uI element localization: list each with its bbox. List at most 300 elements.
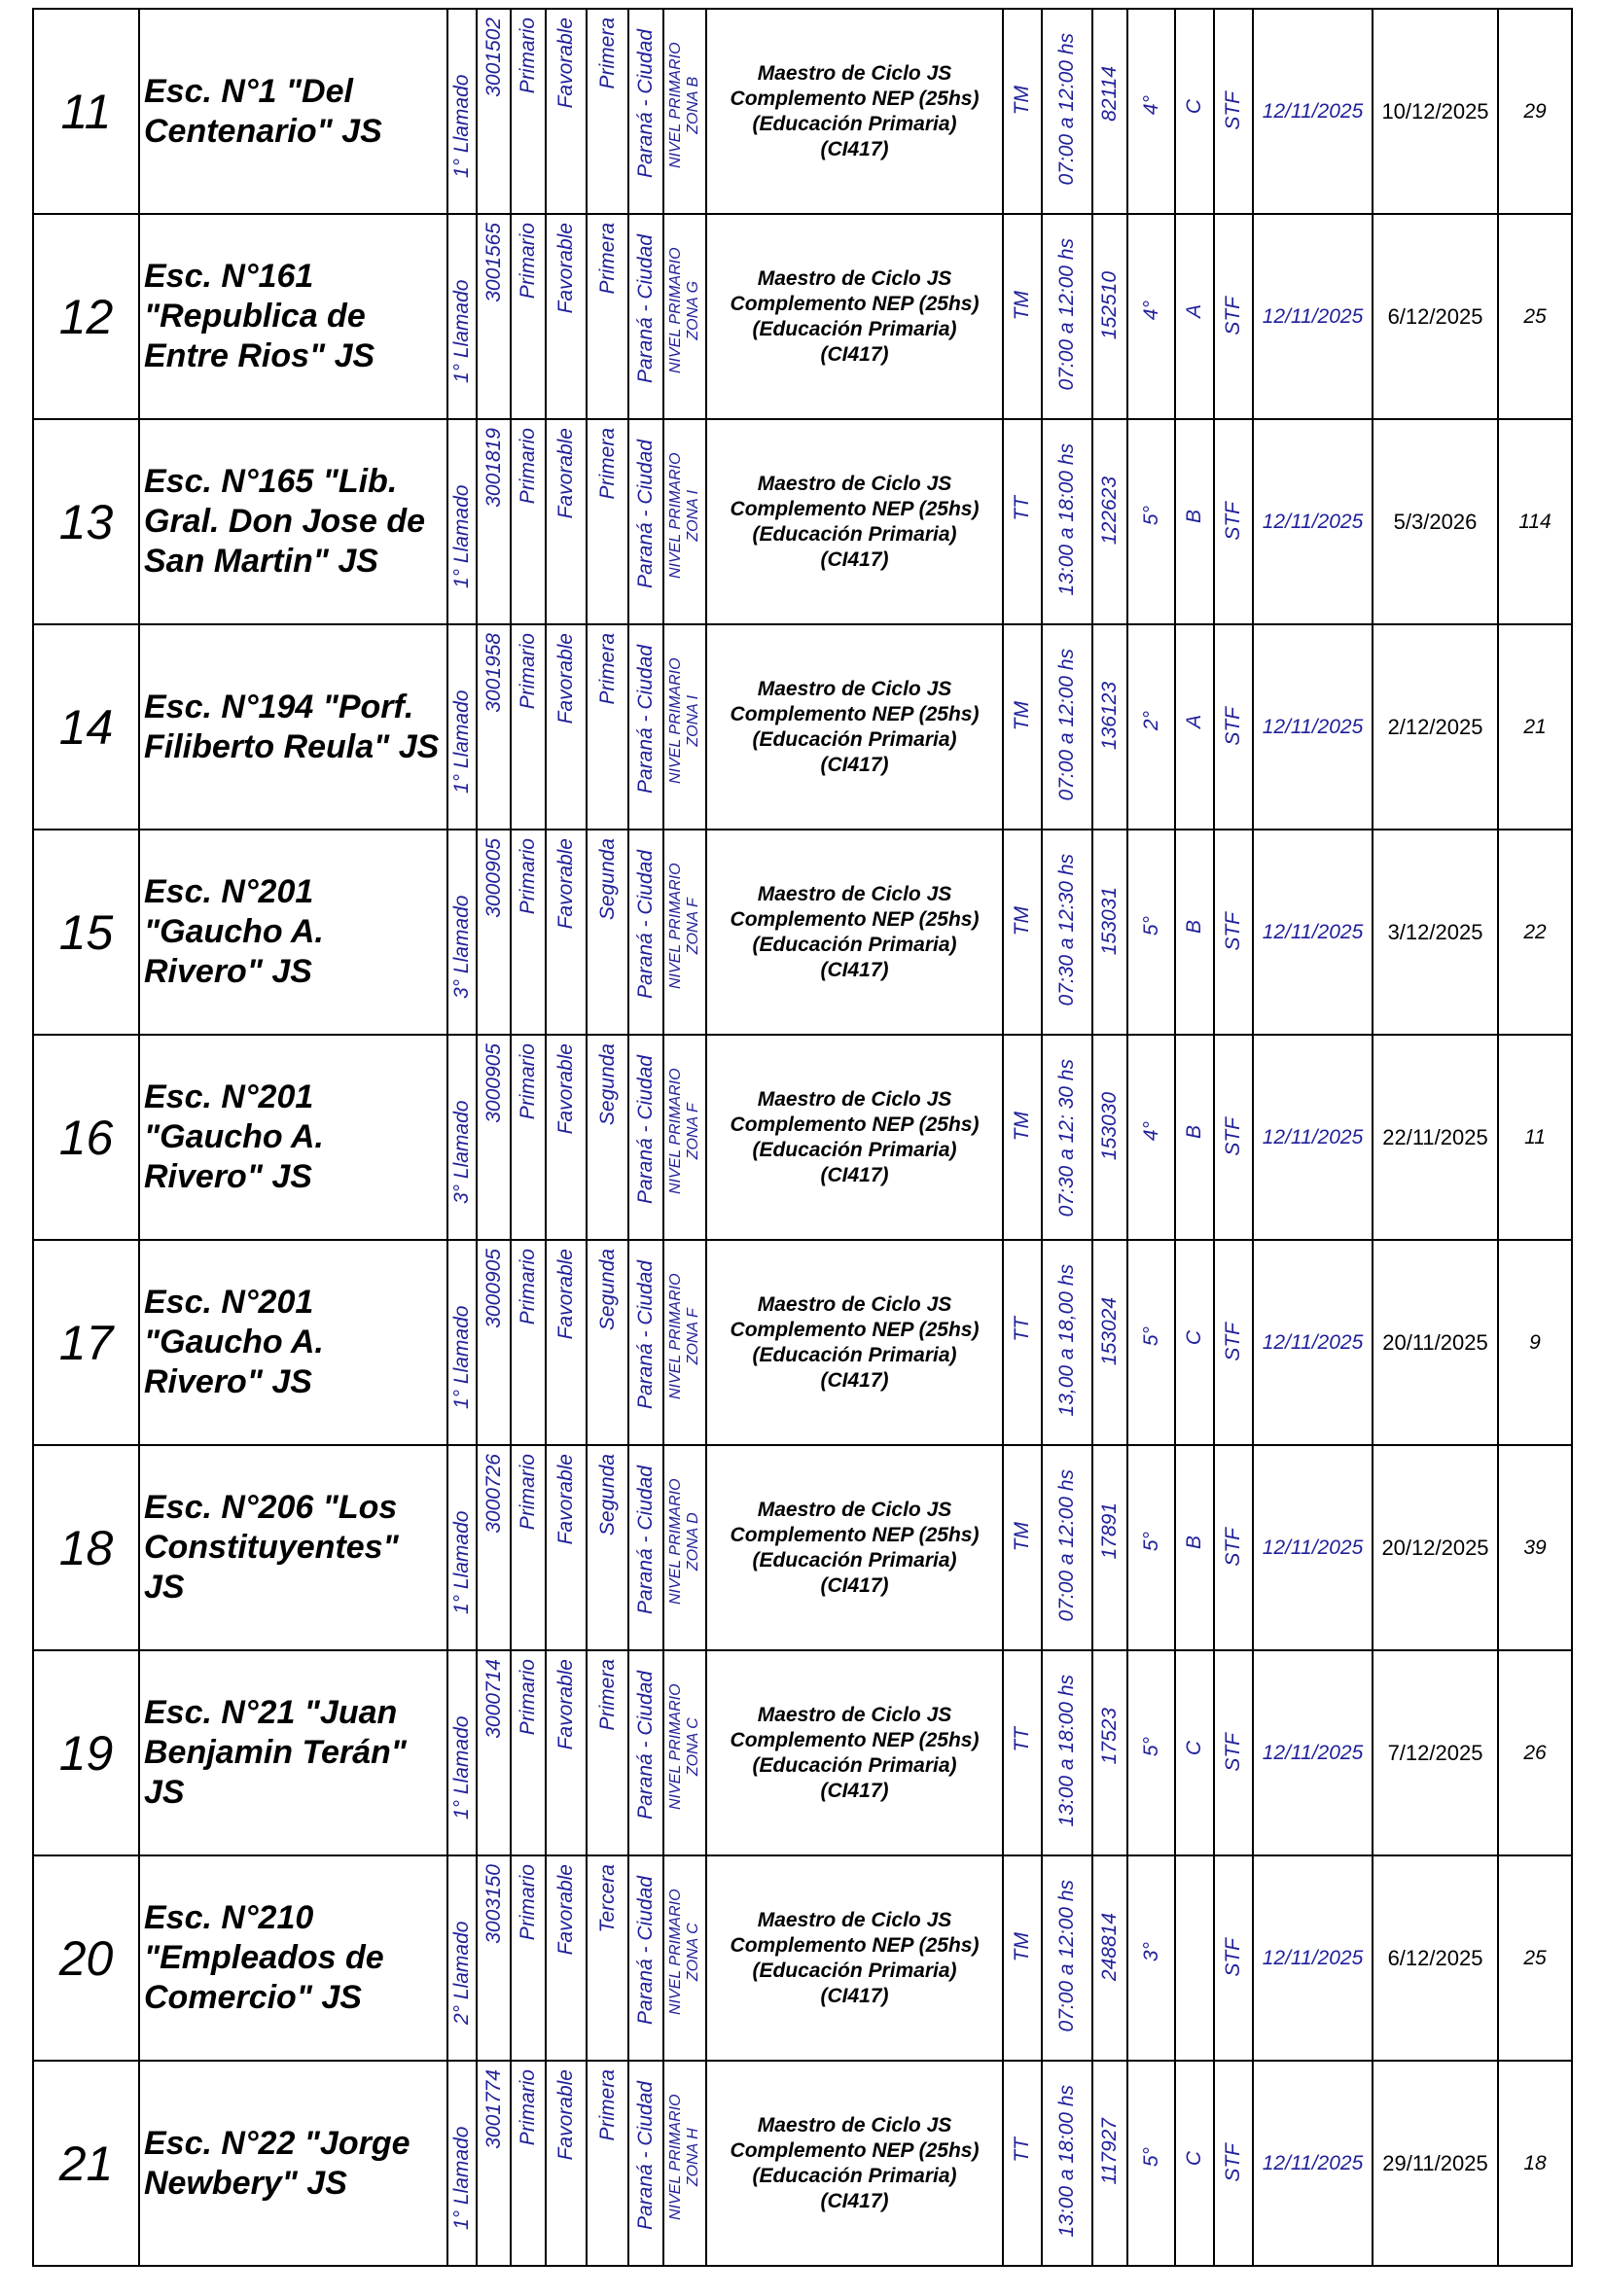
horario-text: 07:00 a 12:00 hs	[1055, 649, 1078, 801]
num-text: 18	[58, 1520, 114, 1575]
localidad-cell	[628, 214, 663, 419]
dias-cell	[1498, 419, 1572, 624]
grado-cell	[1127, 214, 1175, 419]
zona-cell	[663, 624, 706, 830]
row-number	[33, 1855, 139, 2061]
llamado-cell	[447, 2061, 477, 2266]
fecha-desde-text: 12/11/2025	[1262, 1741, 1364, 1764]
cuof-text: 82114	[1098, 66, 1121, 122]
dias-cell	[1498, 1035, 1572, 1240]
nivel-text: Primario	[517, 1043, 539, 1120]
fecha-desde-cell	[1253, 214, 1373, 419]
turno-cell	[1003, 214, 1042, 419]
cargo-l3-text: (Educación Primaria)	[752, 1343, 957, 1366]
zona-tipo-text: Favorable	[554, 18, 577, 109]
seccion-cell	[1175, 2061, 1214, 2266]
nivel-text: Primario	[517, 1454, 539, 1531]
zona-tipo-cell	[546, 9, 587, 214]
turno-text: TT	[1011, 2137, 1033, 2163]
grado-text: 5°	[1139, 2147, 1162, 2168]
sit-text: STF	[1222, 1733, 1244, 1772]
nivel-cell	[511, 1855, 546, 2061]
dias-text: 25	[1523, 304, 1547, 328]
row-number	[33, 1240, 139, 1445]
zona-tipo-cell	[546, 419, 587, 624]
fecha-hasta-text: 5/3/2026	[1393, 509, 1478, 534]
grado-text: 5°	[1139, 1532, 1162, 1552]
horario-cell	[1042, 1445, 1092, 1650]
nivel-cell	[511, 9, 546, 214]
categoria-cell	[587, 1035, 628, 1240]
zona-tipo-text: Favorable	[554, 1043, 577, 1135]
zona-l1-text: NIVEL PRIMARIO	[667, 452, 684, 579]
fecha-hasta-text: 3/12/2025	[1387, 919, 1483, 944]
fecha-desde-cell	[1253, 1035, 1373, 1240]
school-text: Esc. N°194 "Porf. Filiberto Reula" JS	[144, 688, 440, 765]
cuof-cell	[1092, 1855, 1127, 2061]
localidad-cell	[628, 1035, 663, 1240]
horario-text: 07:00 a 12:00 hs	[1055, 33, 1078, 186]
cargo-l4-text: (CI417)	[820, 1779, 889, 1802]
row-number	[33, 9, 139, 214]
cargo-l2-text: Complemento NEP (25hs)	[730, 497, 980, 520]
llamado-cell	[447, 1035, 477, 1240]
turno-cell	[1003, 1650, 1042, 1855]
turno-cell	[1003, 9, 1042, 214]
dias-cell	[1498, 1650, 1572, 1855]
cuof-text: 17891	[1098, 1502, 1121, 1560]
localidad-cell	[628, 624, 663, 830]
nivel-cell	[511, 2061, 546, 2266]
codigo-text: 3000726	[482, 1454, 505, 1534]
fecha-desde-cell	[1253, 419, 1373, 624]
llamado-cell	[447, 1445, 477, 1650]
nivel-cell	[511, 214, 546, 419]
zona-l1-text: NIVEL PRIMARIO	[667, 1273, 684, 1399]
fecha-desde-text: 12/11/2025	[1262, 1946, 1364, 1969]
zona-l2-text: ZONA F	[685, 1308, 701, 1365]
categoria-text: Primera	[595, 2069, 619, 2141]
fecha-hasta-text: 20/12/2025	[1381, 1535, 1489, 1560]
nivel-cell	[511, 419, 546, 624]
seccion-cell	[1175, 419, 1214, 624]
zona-l2-text: ZONA F	[685, 1103, 701, 1160]
seccion-text: B	[1183, 1125, 1205, 1140]
horario-cell	[1042, 1855, 1092, 2061]
grado-text: 4°	[1139, 300, 1162, 321]
codigo-cell	[477, 624, 511, 830]
cargo-l4-text: (CI417)	[820, 1163, 889, 1186]
horario-cell	[1042, 1035, 1092, 1240]
localidad-cell	[628, 1650, 663, 1855]
fecha-desde-cell	[1253, 1855, 1373, 2061]
codigo-text: 3001819	[482, 428, 505, 508]
fecha-desde-text: 12/11/2025	[1262, 2151, 1364, 2174]
fecha-desde-cell	[1253, 9, 1373, 214]
grado-text: 3°	[1139, 1942, 1162, 1962]
llamado-text: 1° Llamado	[450, 484, 473, 588]
sit-cell	[1214, 9, 1253, 214]
dias-text: 25	[1523, 1946, 1547, 1969]
fecha-desde-text: 12/11/2025	[1262, 1125, 1364, 1148]
categoria-text: Segunda	[595, 838, 619, 921]
zona-cell	[663, 1855, 706, 2061]
categoria-cell	[587, 830, 628, 1035]
zona-tipo-text: Favorable	[554, 1249, 577, 1340]
cargo-l2-text: Complemento NEP (25hs)	[730, 1728, 980, 1751]
llamado-text: 1° Llamado	[450, 1510, 473, 1614]
horario-text: 13:00 a 18:00 hs	[1055, 1675, 1078, 1827]
nivel-text: Primario	[517, 1659, 539, 1736]
localidad-cell	[628, 9, 663, 214]
nivel-text: Primario	[517, 18, 539, 94]
zona-tipo-cell	[546, 1240, 587, 1445]
cuof-text: 152510	[1098, 271, 1121, 340]
zona-tipo-text: Favorable	[554, 428, 577, 519]
cargo-l4-text: (CI417)	[820, 1573, 889, 1597]
seccion-text: B	[1183, 510, 1205, 524]
sit-text: STF	[1222, 91, 1244, 130]
cargo-cell	[706, 1445, 1003, 1650]
dias-cell	[1498, 2061, 1572, 2266]
horario-cell	[1042, 1240, 1092, 1445]
sit-text: STF	[1222, 707, 1244, 746]
zona-l2-text: ZONA B	[685, 76, 701, 134]
localidad-cell	[628, 830, 663, 1035]
localidad-text: Paraná - Ciudad	[634, 1466, 657, 1614]
llamado-cell	[447, 1650, 477, 1855]
sit-text: STF	[1222, 912, 1244, 951]
sit-cell	[1214, 1240, 1253, 1445]
cargo-l1-text: Maestro de Ciclo JS	[757, 61, 952, 85]
cuof-text: 153031	[1098, 887, 1121, 956]
nivel-text: Primario	[517, 838, 539, 915]
cargo-l2-text: Complemento NEP (25hs)	[730, 1933, 980, 1957]
zona-tipo-text: Favorable	[554, 1864, 577, 1956]
cargo-l1-text: Maestro de Ciclo JS	[757, 677, 952, 700]
cargo-l2-text: Complemento NEP (25hs)	[730, 292, 980, 315]
llamado-text: 1° Llamado	[450, 279, 473, 383]
codigo-cell	[477, 1035, 511, 1240]
school-name	[139, 419, 447, 624]
seccion-cell	[1175, 1445, 1214, 1650]
cargo-cell	[706, 419, 1003, 624]
llamado-cell	[447, 1240, 477, 1445]
categoria-cell	[587, 2061, 628, 2266]
dias-cell	[1498, 830, 1572, 1035]
cargo-l1-text: Maestro de Ciclo JS	[757, 2113, 952, 2137]
dias-text: 22	[1523, 920, 1547, 943]
sit-cell	[1214, 1035, 1253, 1240]
cargo-l1-text: Maestro de Ciclo JS	[757, 1292, 952, 1316]
num-text: 20	[58, 1930, 114, 1986]
grado-text: 5°	[1139, 1326, 1162, 1347]
table-row	[33, 2061, 1572, 2266]
zona-tipo-cell	[546, 1855, 587, 2061]
cargo-l3-text: (Educación Primaria)	[752, 2164, 957, 2187]
zona-cell	[663, 830, 706, 1035]
turno-cell	[1003, 419, 1042, 624]
zona-l1-text: NIVEL PRIMARIO	[667, 2094, 684, 2220]
grado-cell	[1127, 1445, 1175, 1650]
zona-cell	[663, 1650, 706, 1855]
cargo-l2-text: Complemento NEP (25hs)	[730, 702, 980, 725]
zona-l1-text: NIVEL PRIMARIO	[667, 42, 684, 168]
cuof-cell	[1092, 1240, 1127, 1445]
dias-text: 11	[1524, 1125, 1546, 1148]
cuof-text: 153030	[1098, 1092, 1121, 1161]
cuof-cell	[1092, 1650, 1127, 1855]
horario-text: 13:00 a 18:00 hs	[1055, 2085, 1078, 2238]
row-number	[33, 1035, 139, 1240]
nivel-text: Primario	[517, 2069, 539, 2146]
turno-cell	[1003, 2061, 1042, 2266]
zona-cell	[663, 419, 706, 624]
num-text: 15	[58, 904, 114, 960]
fecha-desde-text: 12/11/2025	[1262, 920, 1364, 943]
cargo-l4-text: (CI417)	[820, 342, 889, 366]
codigo-cell	[477, 1240, 511, 1445]
cuof-text: 122623	[1098, 477, 1121, 546]
horario-text: 07:30 a 12: 30 hs	[1055, 1059, 1078, 1218]
table-row	[33, 419, 1572, 624]
dias-text: 29	[1523, 99, 1547, 123]
cuof-text: 153024	[1098, 1297, 1121, 1366]
grado-cell	[1127, 419, 1175, 624]
num-text: 11	[60, 84, 112, 139]
zona-l1-text: NIVEL PRIMARIO	[667, 657, 684, 784]
cargo-l4-text: (CI417)	[820, 753, 889, 776]
codigo-cell	[477, 1650, 511, 1855]
seccion-cell	[1175, 9, 1214, 214]
num-text: 21	[58, 2136, 114, 2191]
nivel-cell	[511, 1240, 546, 1445]
nivel-text: Primario	[517, 428, 539, 505]
zona-tipo-cell	[546, 2061, 587, 2266]
horario-cell	[1042, 419, 1092, 624]
codigo-text: 3003150	[482, 1864, 505, 1944]
turno-text: TM	[1011, 701, 1033, 731]
fecha-desde-cell	[1253, 1445, 1373, 1650]
cargo-l3-text: (Educación Primaria)	[752, 933, 957, 956]
turno-text: TM	[1011, 86, 1033, 116]
cargo-l1-text: Maestro de Ciclo JS	[757, 1908, 952, 1931]
horario-cell	[1042, 624, 1092, 830]
school-name	[139, 1035, 447, 1240]
codigo-text: 3001958	[482, 633, 505, 713]
fecha-desde-text: 12/11/2025	[1262, 510, 1364, 533]
sit-cell	[1214, 830, 1253, 1035]
codigo-cell	[477, 214, 511, 419]
table-row	[33, 9, 1572, 214]
table-row	[33, 830, 1572, 1035]
fecha-hasta-text: 22/11/2025	[1382, 1124, 1488, 1149]
fecha-hasta-cell	[1373, 1240, 1498, 1445]
codigo-text: 3000905	[482, 1249, 505, 1328]
sit-text: STF	[1222, 1323, 1244, 1361]
categoria-text: Primera	[595, 428, 619, 500]
categoria-text: Primera	[595, 223, 619, 295]
categoria-cell	[587, 624, 628, 830]
fecha-desde-text: 12/11/2025	[1262, 99, 1364, 123]
fecha-desde-text: 12/11/2025	[1262, 1536, 1364, 1559]
dias-text: 114	[1518, 510, 1552, 533]
num-text: 19	[58, 1725, 114, 1781]
categoria-cell	[587, 9, 628, 214]
cuof-cell	[1092, 214, 1127, 419]
sit-text: STF	[1222, 1938, 1244, 1977]
grado-cell	[1127, 1035, 1175, 1240]
cargo-l3-text: (Educación Primaria)	[752, 1138, 957, 1161]
fecha-hasta-cell	[1373, 9, 1498, 214]
row-number	[33, 830, 139, 1035]
zona-l1-text: NIVEL PRIMARIO	[667, 1068, 684, 1194]
cuof-text: 17523	[1098, 1708, 1121, 1765]
school-text: Esc. N°210 "Empleados de Comercio" JS	[144, 1899, 384, 2016]
llamado-text: 3° Llamado	[450, 1100, 473, 1204]
localidad-text: Paraná - Ciudad	[634, 234, 657, 383]
nivel-cell	[511, 1445, 546, 1650]
cargo-l3-text: (Educación Primaria)	[752, 522, 957, 546]
num-text: 12	[58, 289, 114, 344]
cargo-cell	[706, 1240, 1003, 1445]
cargo-l1-text: Maestro de Ciclo JS	[757, 266, 952, 290]
horario-text: 13:00 a 18:00 hs	[1055, 443, 1078, 596]
zona-cell	[663, 1035, 706, 1240]
grado-text: 4°	[1139, 1121, 1162, 1142]
cuof-cell	[1092, 1035, 1127, 1240]
zona-l2-text: ZONA G	[685, 280, 701, 340]
zona-l1-text: NIVEL PRIMARIO	[667, 247, 684, 373]
dias-text: 21	[1523, 715, 1547, 738]
zona-tipo-cell	[546, 624, 587, 830]
cuof-cell	[1092, 1445, 1127, 1650]
fecha-desde-text: 12/11/2025	[1262, 304, 1364, 328]
horario-cell	[1042, 214, 1092, 419]
row-number	[33, 2061, 139, 2266]
seccion-cell	[1175, 214, 1214, 419]
cargo-l3-text: (Educación Primaria)	[752, 1753, 957, 1777]
cargo-l4-text: (CI417)	[820, 958, 889, 981]
fecha-hasta-cell	[1373, 1035, 1498, 1240]
school-text: Esc. N°201 "Gaucho A. Rivero" JS	[144, 1078, 324, 1195]
turno-text: TM	[1011, 1522, 1033, 1552]
table-row	[33, 1035, 1572, 1240]
zona-l2-text: ZONA C	[685, 1717, 701, 1777]
fecha-desde-cell	[1253, 1650, 1373, 1855]
zona-tipo-cell	[546, 1445, 587, 1650]
vacancy-table	[32, 8, 1573, 2267]
sit-cell	[1214, 1855, 1253, 2061]
table-row	[33, 214, 1572, 419]
row-number	[33, 1445, 139, 1650]
turno-cell	[1003, 1445, 1042, 1650]
localidad-text: Paraná - Ciudad	[634, 1876, 657, 2025]
grado-text: 5°	[1139, 506, 1162, 526]
zona-tipo-text: Favorable	[554, 838, 577, 930]
categoria-text: Primera	[595, 18, 619, 89]
zona-cell	[663, 9, 706, 214]
cuof-cell	[1092, 830, 1127, 1035]
grado-cell	[1127, 9, 1175, 214]
zona-tipo-text: Favorable	[554, 223, 577, 314]
llamado-text: 1° Llamado	[450, 1305, 473, 1409]
categoria-text: Segunda	[595, 1043, 619, 1126]
cargo-l4-text: (CI417)	[820, 137, 889, 160]
localidad-text: Paraná - Ciudad	[634, 1671, 657, 1819]
categoria-text: Primera	[595, 633, 619, 705]
table-row	[33, 624, 1572, 830]
cargo-cell	[706, 1855, 1003, 2061]
table-row	[33, 1650, 1572, 1855]
llamado-cell	[447, 624, 477, 830]
codigo-text: 3001565	[482, 223, 505, 302]
localidad-cell	[628, 2061, 663, 2266]
grado-text: 4°	[1139, 95, 1162, 116]
table-row	[33, 1445, 1572, 1650]
sit-cell	[1214, 1445, 1253, 1650]
cuof-cell	[1092, 624, 1127, 830]
sit-text: STF	[1222, 1528, 1244, 1567]
school-name	[139, 9, 447, 214]
zona-l1-text: NIVEL PRIMARIO	[667, 1683, 684, 1810]
codigo-text: 3000714	[482, 1659, 505, 1739]
codigo-cell	[477, 419, 511, 624]
school-name	[139, 830, 447, 1035]
zona-tipo-text: Favorable	[554, 633, 577, 724]
fecha-desde-text: 12/11/2025	[1262, 715, 1364, 738]
row-number	[33, 214, 139, 419]
horario-text: 13,00 a 18,00 hs	[1055, 1264, 1078, 1417]
school-text: Esc. N°22 "Jorge Newbery" JS	[144, 2124, 410, 2202]
categoria-text: Tercera	[595, 1864, 619, 1933]
dias-text: 26	[1523, 1741, 1547, 1764]
seccion-text: C	[1183, 1330, 1205, 1346]
cargo-cell	[706, 830, 1003, 1035]
grado-text: 2°	[1139, 711, 1162, 731]
seccion-text: A	[1183, 304, 1205, 319]
categoria-text: Segunda	[595, 1249, 619, 1331]
horario-cell	[1042, 830, 1092, 1035]
dias-text: 18	[1523, 2151, 1547, 2174]
categoria-cell	[587, 1445, 628, 1650]
dias-text: 39	[1523, 1536, 1547, 1559]
grado-cell	[1127, 624, 1175, 830]
llamado-cell	[447, 419, 477, 624]
fecha-desde-cell	[1253, 624, 1373, 830]
llamado-text: 1° Llamado	[450, 74, 473, 178]
sit-text: STF	[1222, 297, 1244, 336]
cuof-cell	[1092, 2061, 1127, 2266]
zona-l2-text: ZONA I	[685, 489, 701, 542]
localidad-cell	[628, 1240, 663, 1445]
fecha-hasta-cell	[1373, 624, 1498, 830]
fecha-hasta-cell	[1373, 1855, 1498, 2061]
grado-cell	[1127, 1855, 1175, 2061]
school-text: Esc. N°201 "Gaucho A. Rivero" JS	[144, 1284, 324, 1400]
fecha-hasta-cell	[1373, 1650, 1498, 1855]
localidad-cell	[628, 419, 663, 624]
school-name	[139, 1650, 447, 1855]
cargo-cell	[706, 2061, 1003, 2266]
nivel-cell	[511, 1035, 546, 1240]
sit-cell	[1214, 1650, 1253, 1855]
zona-l1-text: NIVEL PRIMARIO	[667, 863, 684, 989]
horario-cell	[1042, 1650, 1092, 1855]
seccion-text: B	[1183, 920, 1205, 935]
llamado-text: 3° Llamado	[450, 895, 473, 999]
dias-cell	[1498, 9, 1572, 214]
